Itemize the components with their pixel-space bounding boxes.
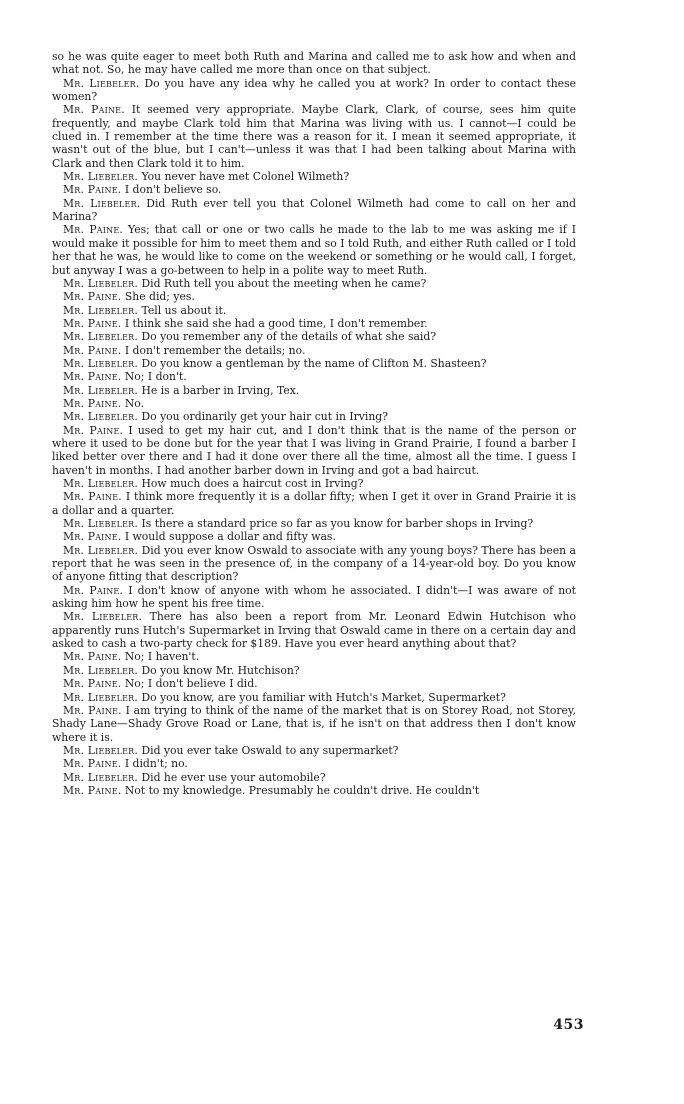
paragraph [52,277,576,290]
paragraph [52,77,576,104]
paragraph [52,610,576,650]
paragraph [52,477,576,490]
paragraph-text: Do you know a gentleman by the name of Clifton M. Shasteen? [141,356,487,370]
paragraph [52,370,576,383]
speaker-label: Mr. Liebeler. [63,330,139,344]
paragraph [52,744,576,757]
paragraph-text: Not to my knowledge. Presumably he couldn't drive. He couldn't [124,783,480,797]
paragraph [52,397,576,410]
paragraph-text: Do you ordinarily get your hair cut in Irving? [141,410,388,424]
paragraph-text: Did you ever take Oswald to any supermarket? [141,743,399,757]
speaker-label: Mr. Paine. [63,423,124,437]
speaker-label: Mr. Liebeler. [63,517,139,531]
paragraph-text: I didn't; no. [124,757,188,771]
paragraph [52,704,576,744]
testimony-body [52,50,576,797]
paragraph-text: I think more frequently it is a dollar fifty; when I get it over in Grand Prairie it is a dollar and a quarter. [52,490,577,517]
paragraph [52,50,576,77]
paragraph-text: Did Ruth ever tell you that Colonel Wilmeth had come to call on her and Marina? [52,196,576,224]
paragraph [52,517,576,530]
speaker-label: Mr. Paine. [63,316,122,330]
paragraph [52,197,576,224]
paragraph-text: I think she said she had a good time, I don't remember. [124,316,428,330]
paragraph [52,290,576,303]
speaker-label: Mr. Liebeler. [63,76,140,90]
paragraph [52,103,576,170]
paragraph-text: Is there a standard price so far as you know for barber shops in Irving? [141,517,534,531]
paragraph-text: I used to get my hair cut, and I don't think that is the name of the person or where it used to be done but for the year that I was living in Grand Prairie, I found a barber I liked better over there and I had it done over there all the time, almost all the time. I guess I haven't in months. I had another barber down in Irving and got a bad haircut. [52,423,577,477]
paragraph-text: Did you ever know Oswald to associate with any young boys? There has been a report that he was seen in the presence of, in the company of a 14-year-old boy. Do you know of anyone fitting that description? [52,543,576,584]
paragraph [52,771,576,784]
paragraph [52,384,576,397]
paragraph-text: Did he ever use your automobile? [141,770,326,784]
paragraph [52,664,576,677]
paragraph-text: I don't know of anyone with whom he associated. I didn't—I was aware of not asking him how he spent his free time. [52,583,576,611]
speaker-label: Mr. Paine. [63,343,122,357]
paragraph-text: There has also been a report from Mr. Leonard Edwin Hutchison who apparently runs Hutch's Supermarket in Irving that Oswald came in there on a certain day and asked to cash a two-party check for $189. Have you ever heard anything about that? [52,610,576,651]
speaker-label: Mr. Liebeler. [63,610,143,624]
paragraph-text: Yes; that call or one or two calls he made to the lab to me was asking me if I would make it possible for him to meet them and so I told Ruth, and either Ruth called or I told her that he was, he would like to come on the weekend or something or he would call, I forget, but anyway I was a go-between to help in a polite way to meet Ruth. [52,223,576,277]
paragraph-text: Tell us about it. [141,303,227,317]
speaker-label: Mr. Paine. [63,583,124,597]
speaker-label: Mr. Paine. [63,183,122,197]
speaker-label: Mr. Paine. [63,677,122,691]
speaker-label: Mr. Liebeler. [63,477,139,490]
paragraph [52,544,576,584]
paragraph [52,677,576,690]
speaker-label: Mr. Liebeler. [63,303,139,317]
speaker-label: Mr. Liebeler. [63,276,139,290]
paragraph [52,410,576,423]
speaker-label: Mr. Paine. [63,757,122,771]
paragraph-text: Did Ruth tell you about the meeting when he came? [141,276,427,290]
paragraph [52,584,576,611]
speaker-label: Mr. Paine. [63,530,122,544]
paragraph [52,344,576,357]
speaker-label: Mr. Paine. [63,703,122,717]
speaker-label: Mr. Liebeler. [63,410,139,424]
speaker-label: Mr. Liebeler. [63,383,139,397]
speaker-label: Mr. Paine. [63,223,123,237]
speaker-label: Mr. Liebeler. [63,356,139,370]
speaker-label: Mr. Paine. [63,650,122,664]
speaker-label: Mr. Paine. [63,370,122,384]
speaker-label: Mr. Paine. [63,490,122,504]
paragraph-text: How much does a haircut cost in Irving? [141,477,364,490]
speaker-label: Mr. Liebeler. [63,743,139,757]
paragraph-text: No. [124,396,145,410]
paragraph-text: She did; yes. [124,290,195,304]
paragraph [52,223,576,276]
paragraph [52,691,576,704]
paragraph [52,424,576,477]
paragraph-text: I don't remember the details; no. [124,343,306,357]
speaker-label: Mr. Paine. [63,103,125,117]
paragraph-text: No; I don't. [124,370,187,384]
speaker-label: Mr. Liebeler. [63,170,139,184]
paragraph [52,170,576,183]
paragraph [52,317,576,330]
speaker-label: Mr. Paine. [63,290,122,304]
paragraph-text: I don't believe so. [124,183,222,197]
paragraph [52,784,576,797]
paragraph-text: Do you know Mr. Hutchison? [141,663,300,677]
speaker-label: Mr. Liebeler. [63,770,139,784]
speaker-label: Mr. Liebeler. [63,690,139,704]
speaker-label: Mr. Liebeler. [63,196,141,210]
speaker-label: Mr. Paine. [63,783,122,797]
paragraph-text: Do you remember any of the details of what she said? [141,330,437,344]
paragraph [52,304,576,317]
paragraph-text: Do you know, are you familiar with Hutch's Market, Supermarket? [141,690,506,704]
paragraph [52,330,576,343]
paragraph-text: He is a barber in Irving, Tex. [141,383,300,397]
speaker-label: Mr. Paine. [63,396,122,410]
paragraph-text: No; I don't believe I did. [124,677,258,691]
paragraph-text: I am trying to think of the name of the market that is on Storey Road, not Storey, Shady Lane—Shady Grove Road or Lane, that is, if he isn't on that address then I don't know where it is. [52,703,576,744]
speaker-label: Mr. Liebeler. [63,543,139,557]
paragraph [52,530,576,543]
paragraph [52,757,576,770]
paragraph-text: I would suppose a dollar and fifty was. [124,530,336,544]
paragraph-text: It seemed very appropriate. Maybe Clark, Clark, of course, sees him quite frequently, and maybe Clark told him that Marina was living with us. I cannot—I could be clued in. I remember at the time there was a reason for it. I mean it seemed appropriate, it wasn't out of the blue, but I can't—unless it was that I had been talking about Marina with Clark and then Clark told it to him. [52,103,577,170]
paragraph-text: Do you have any idea why he called you at work? In order to contact these women? [52,76,577,104]
paragraph-text: You never have met Colonel Wilmeth? [141,170,350,184]
paragraph-text: so he was quite eager to meet both Ruth and Marina and called me to ask how and when and what not. So, he may have called me more than once on that subject. [52,50,576,77]
paragraph [52,183,576,196]
paragraph [52,357,576,370]
paragraph [52,490,576,517]
paragraph-text: No; I haven't. [124,650,200,664]
page-number: 453 [553,1017,584,1033]
paragraph [52,650,576,663]
speaker-label: Mr. Liebeler. [63,663,139,677]
